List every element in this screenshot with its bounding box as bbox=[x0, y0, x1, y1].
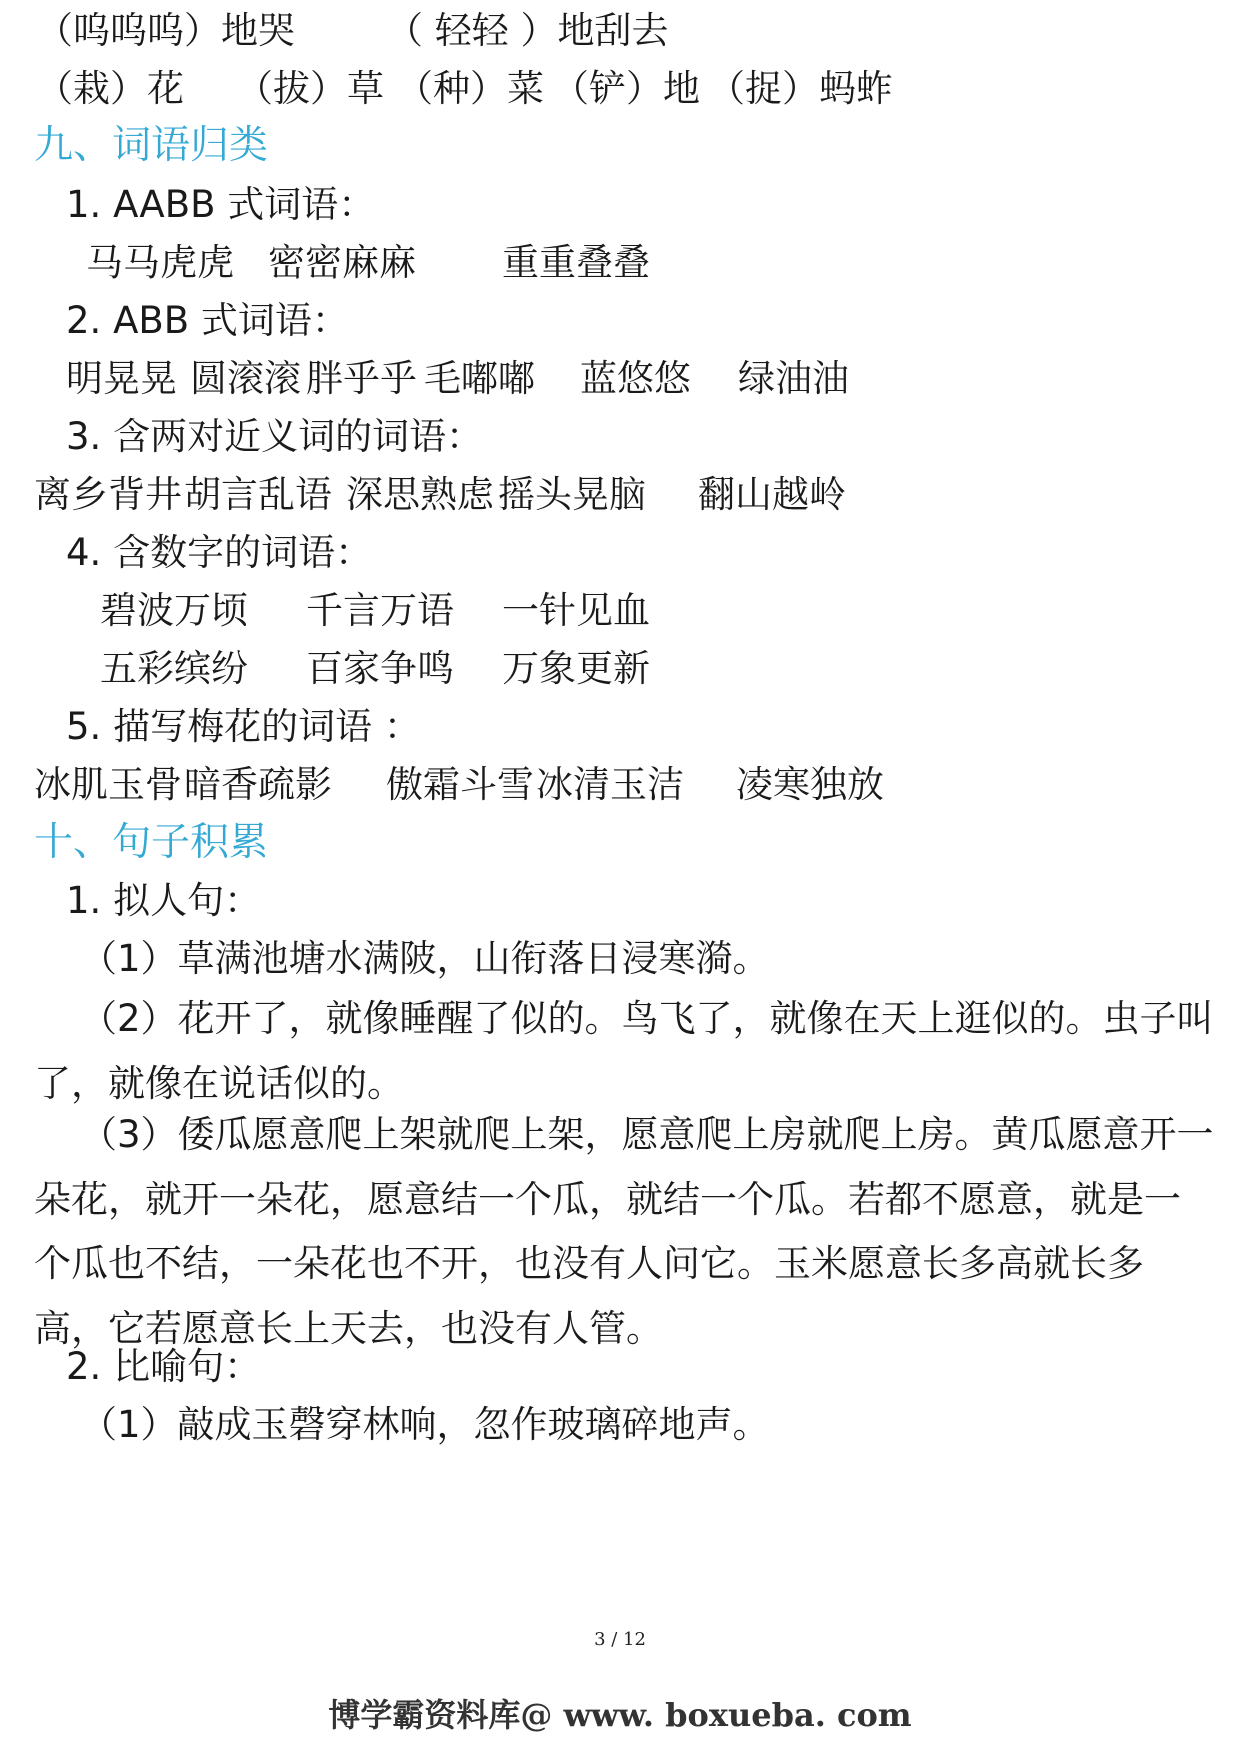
word: 胖乎乎 bbox=[306, 357, 417, 400]
s10-item1-sentence-2: （2）花开了，就像睡醒了似的。鸟飞了，就像在天上逛似的。虫子叫了，就像在说话似的。 bbox=[34, 997, 1214, 1105]
word: 圆滚滚 bbox=[190, 357, 301, 400]
s10-item2-label: 2. 比喻句： bbox=[66, 1345, 262, 1388]
section-9-title: 九、词语归类 bbox=[34, 123, 269, 168]
word: 重重叠叠 bbox=[502, 241, 650, 284]
s10-item1-sentence-1: （1）草满池塘水满陂，山衔落日浸寒漪。 bbox=[80, 937, 770, 980]
phrase: （拔）草 bbox=[236, 67, 384, 110]
s10-item1-sentence-3: （3）倭瓜愿意爬上架就爬上架，愿意爬上房就爬上房。黄瓜愿意开一朵花，就开一朵花，愿意结一个瓜，就结一个瓜。若都不愿意，就是一个瓜也不结，一朵花也不开，也没有人问它。玉米愿意长多高就长多高，它若愿意长上天去，也没有人管。 bbox=[34, 1113, 1214, 1350]
word: 毛嘟嘟 bbox=[424, 357, 535, 400]
word: 摇头晃脑 bbox=[498, 473, 646, 516]
phrase: （ 轻轻 ）地刮去 bbox=[386, 9, 669, 52]
word: 绿油油 bbox=[738, 357, 849, 400]
s10-item1-label: 1. 拟人句： bbox=[66, 879, 262, 922]
word: 一针见血 bbox=[502, 589, 650, 632]
phrase: （铲）地 bbox=[552, 67, 700, 110]
s9-item3-label: 3. 含两对近义词的词语： bbox=[66, 415, 484, 458]
section-10-title: 十、句子积累 bbox=[34, 820, 269, 865]
word: 密密麻麻 bbox=[268, 241, 416, 284]
word: 翻山越岭 bbox=[698, 473, 846, 516]
word: 暗香疏影 bbox=[184, 763, 332, 806]
word: 冰肌玉骨 bbox=[34, 763, 182, 806]
word: 万象更新 bbox=[502, 647, 650, 690]
s9-item4-label: 4. 含数字的词语： bbox=[66, 531, 373, 574]
word: 胡言乱语 bbox=[184, 473, 332, 516]
word: 碧波万顷 bbox=[100, 589, 248, 632]
word: 凌寒独放 bbox=[736, 763, 884, 806]
phrase: （呜呜呜）地哭 bbox=[36, 9, 295, 52]
s9-item1-label: 1. AABB 式词语： bbox=[66, 183, 376, 226]
page-number: 3 / 12 bbox=[594, 1629, 646, 1650]
s10-item2-sentence-1: （1）敲成玉磬穿林响，忽作玻璃碎地声。 bbox=[80, 1403, 770, 1446]
word: 千言万语 bbox=[306, 589, 454, 632]
phrase: （种）菜 bbox=[396, 67, 544, 110]
phrase: （栽）花 bbox=[36, 67, 184, 110]
word: 五彩缤纷 bbox=[100, 647, 248, 690]
word: 离乡背井 bbox=[34, 473, 182, 516]
word: 明晃晃 bbox=[66, 357, 177, 400]
word: 百家争鸣 bbox=[306, 647, 454, 690]
word: 深思熟虑 bbox=[346, 473, 494, 516]
word: 马马虎虎 bbox=[86, 241, 234, 284]
watermark-brand: 博学霸资料库@ www. boxueba. com bbox=[328, 1696, 912, 1734]
phrase: （捉）蚂蚱 bbox=[708, 67, 893, 110]
word: 傲霜斗雪 bbox=[386, 763, 534, 806]
word: 蓝悠悠 bbox=[580, 357, 691, 400]
s9-item2-label: 2. ABB 式词语： bbox=[66, 299, 349, 342]
s9-item5-label: 5. 描写梅花的词语 ： bbox=[66, 705, 421, 748]
word: 冰清玉洁 bbox=[536, 763, 684, 806]
